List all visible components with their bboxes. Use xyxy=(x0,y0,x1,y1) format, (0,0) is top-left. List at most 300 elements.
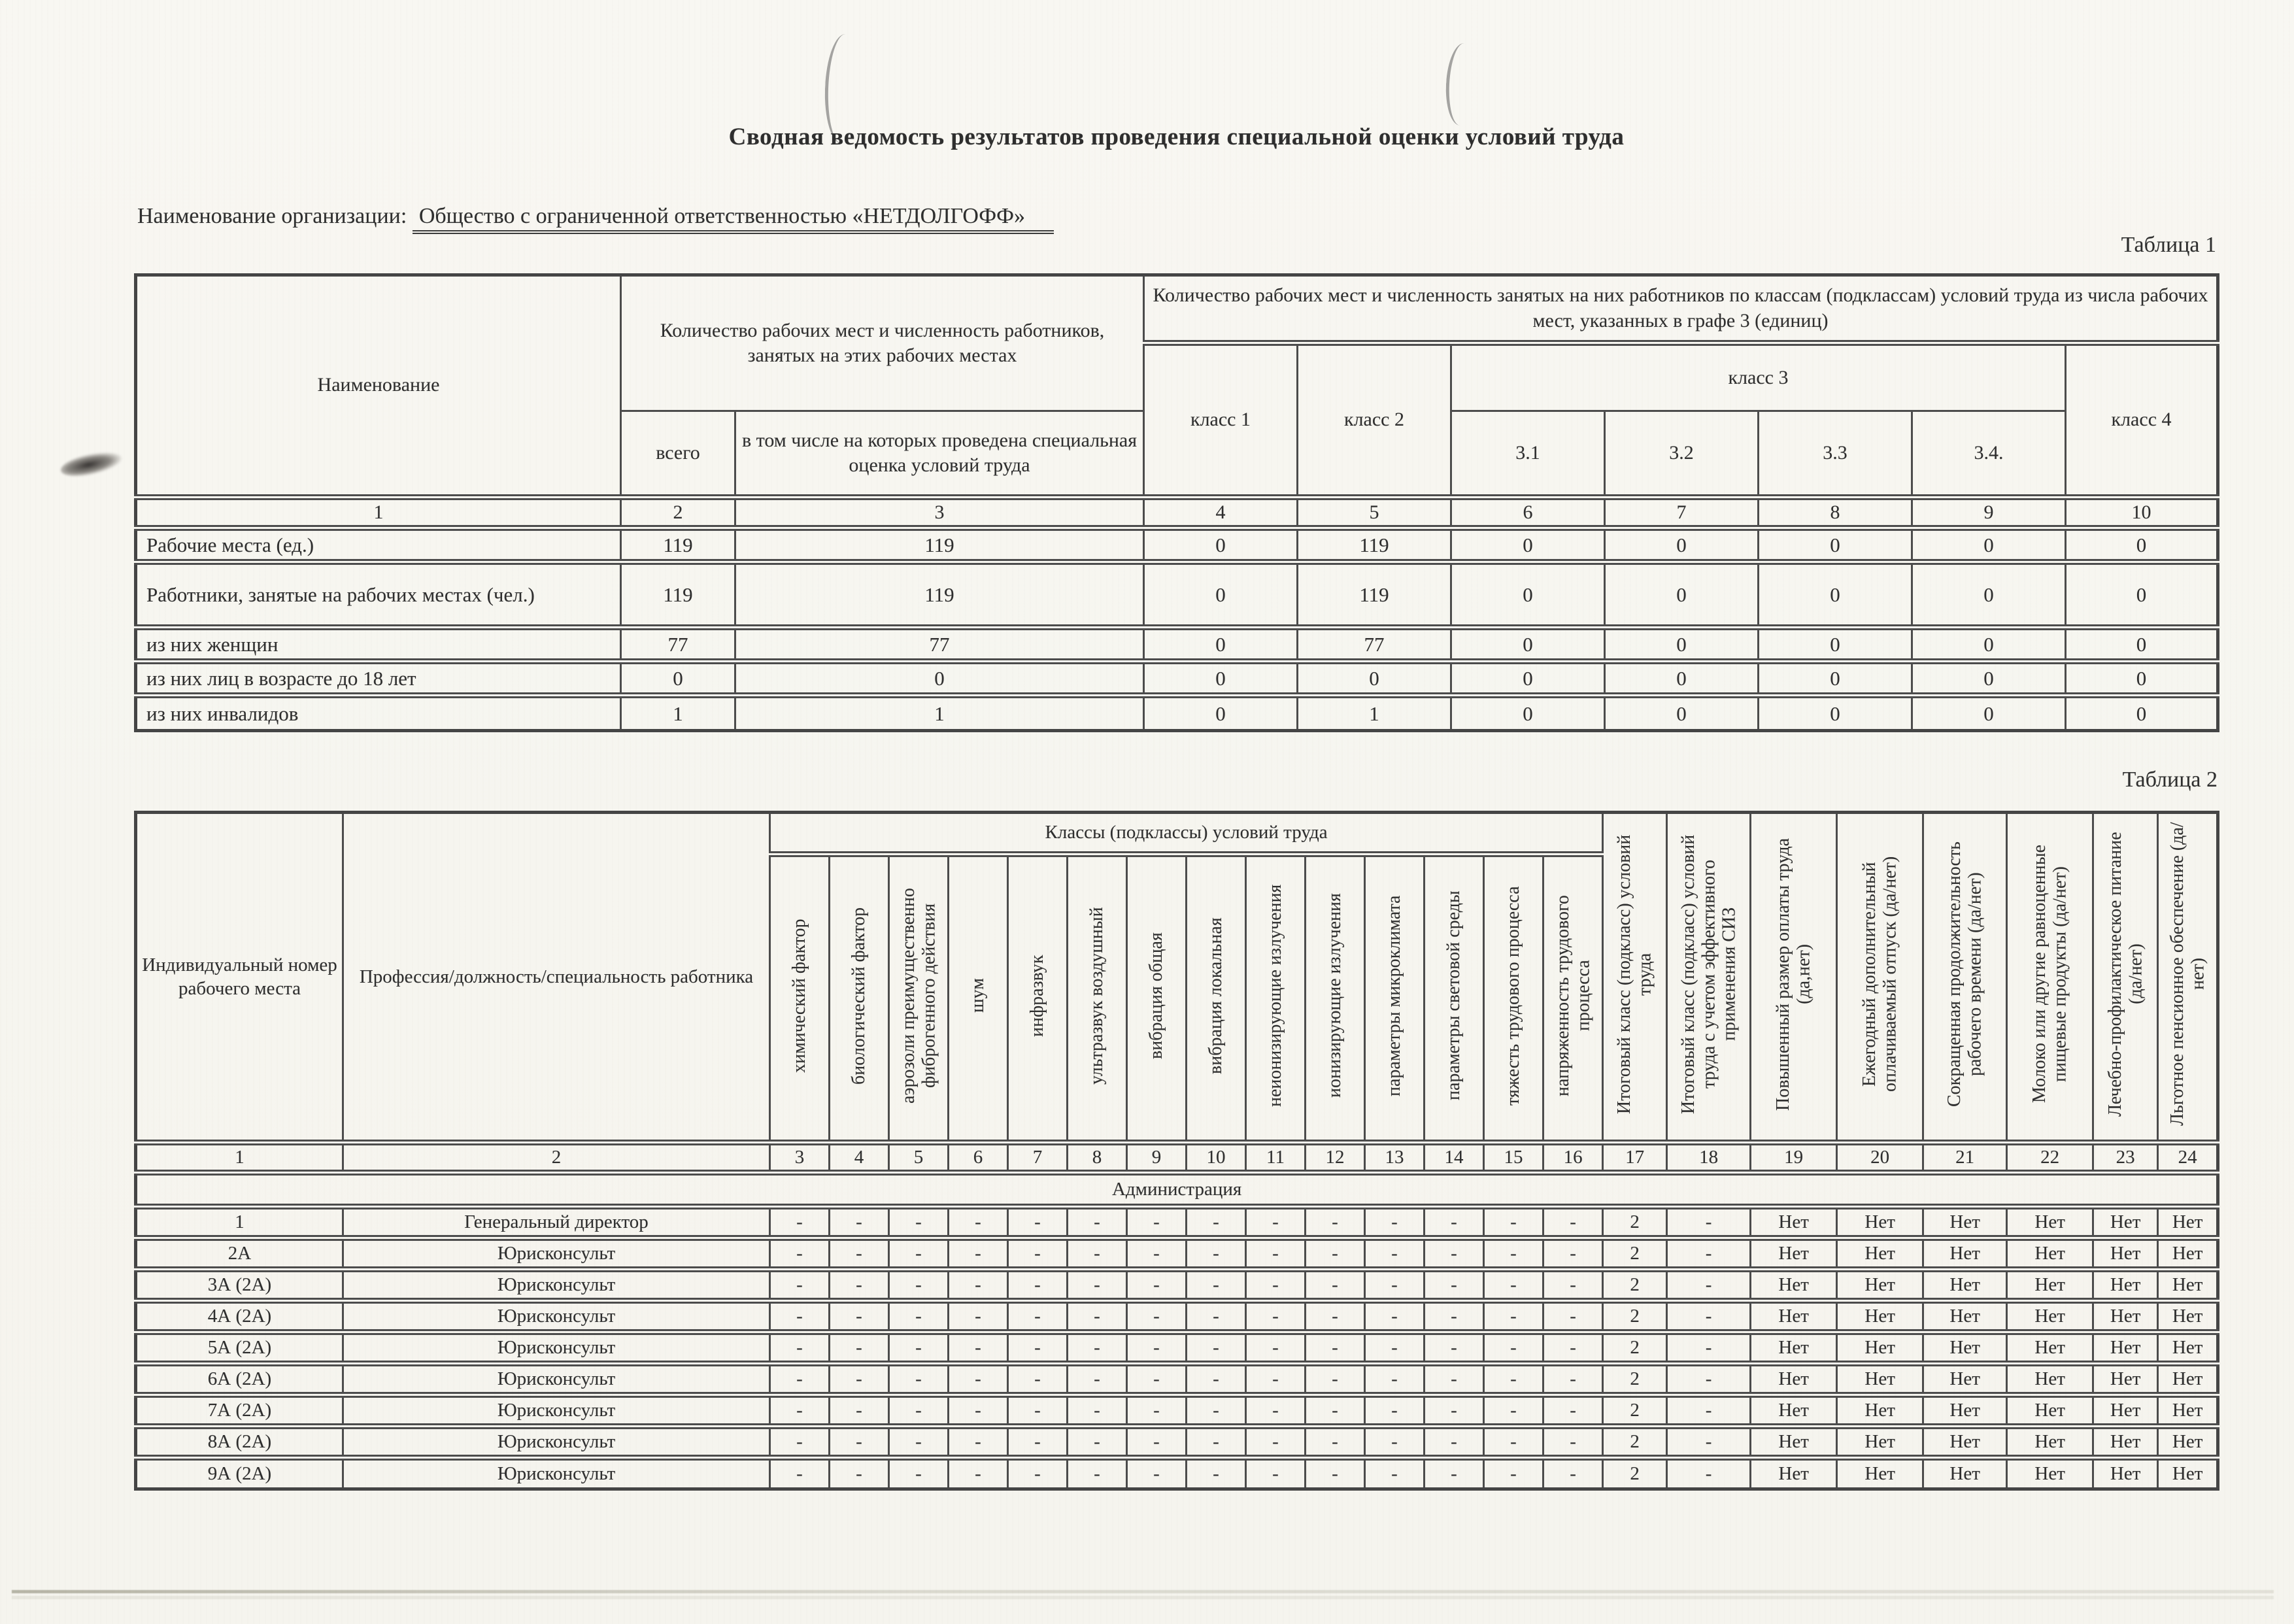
factor-cell: - xyxy=(1365,1395,1425,1427)
factor-cell: - xyxy=(1425,1395,1484,1427)
value-cell: 119 xyxy=(621,528,735,562)
table-row xyxy=(136,1427,2218,1458)
t1-name-header: Наименование xyxy=(136,275,621,498)
benefit-cell: Нет xyxy=(2007,1332,2093,1364)
value-cell: 0 xyxy=(1451,562,1605,628)
value-cell: 0 xyxy=(1451,628,1605,662)
result-column-header: Молоко или другие равноценные пищевые продукты (да/нет) xyxy=(2007,813,2093,1143)
workplace-number-cell: 2А xyxy=(136,1238,343,1270)
value-cell: 0 xyxy=(1144,562,1298,628)
final-class-siz-cell: - xyxy=(1667,1395,1751,1427)
value-cell: 0 xyxy=(1759,562,1912,628)
benefit-cell: Нет xyxy=(2158,1364,2218,1395)
factor-cell: - xyxy=(1246,1270,1306,1301)
value-cell: 119 xyxy=(1298,528,1451,562)
factor-cell: - xyxy=(1008,1395,1068,1427)
table-row xyxy=(136,1301,2218,1332)
factor-cell: - xyxy=(949,1458,1008,1489)
factor-cell: - xyxy=(1187,1207,1246,1238)
workplace-number-cell: 3А (2А) xyxy=(136,1270,343,1301)
factor-cell: - xyxy=(1187,1458,1246,1489)
factor-cell: - xyxy=(889,1458,949,1489)
t1-class2-header: класс 2 xyxy=(1298,343,1451,498)
value-cell: 0 xyxy=(1144,528,1298,562)
factor-cell: - xyxy=(1068,1427,1127,1458)
value-cell: 0 xyxy=(621,662,735,696)
factor-cell: - xyxy=(1543,1301,1603,1332)
table-row xyxy=(136,1395,2218,1427)
factor-cell: - xyxy=(1008,1270,1068,1301)
final-class-siz-cell: - xyxy=(1667,1270,1751,1301)
column-number: 1 xyxy=(136,498,621,528)
column-number: 16 xyxy=(1543,1143,1603,1173)
factor-cell: - xyxy=(1008,1458,1068,1489)
factor-cell: - xyxy=(1425,1301,1484,1332)
benefit-cell: Нет xyxy=(2093,1207,2158,1238)
benefit-cell: Нет xyxy=(1923,1395,2007,1427)
factor-cell: - xyxy=(949,1238,1008,1270)
factor-cell: - xyxy=(949,1364,1008,1395)
benefit-cell: Нет xyxy=(2093,1427,2158,1458)
value-cell: 77 xyxy=(735,628,1144,662)
benefit-cell: Нет xyxy=(2158,1458,2218,1489)
factor-cell: - xyxy=(1246,1395,1306,1427)
t2-profession-header: Профессия/должность/специальность работника xyxy=(343,813,770,1143)
value-cell: 0 xyxy=(1605,528,1759,562)
benefit-cell: Нет xyxy=(2007,1458,2093,1489)
column-number: 14 xyxy=(1425,1143,1484,1173)
t1-workplaces-group-header: Количество рабочих мест и численность работников, занятых на этих рабочих местах xyxy=(621,275,1144,411)
factor-cell: - xyxy=(1008,1301,1068,1332)
factor-column-header: тяжесть трудового процесса xyxy=(1484,854,1543,1143)
benefit-cell: Нет xyxy=(1923,1458,2007,1489)
value-cell: 0 xyxy=(1912,562,2066,628)
factor-cell: - xyxy=(1306,1301,1365,1332)
column-number: 6 xyxy=(1451,498,1605,528)
profession-cell: Юрисконсульт xyxy=(343,1364,770,1395)
benefit-cell: Нет xyxy=(1923,1238,2007,1270)
factor-cell: - xyxy=(1425,1207,1484,1238)
factor-column-header: параметры световой среды xyxy=(1425,854,1484,1143)
table-row xyxy=(136,528,2218,562)
final-class-siz-cell: - xyxy=(1667,1301,1751,1332)
benefit-cell: Нет xyxy=(1923,1427,2007,1458)
benefit-cell: Нет xyxy=(1751,1458,1837,1489)
factor-cell: - xyxy=(1068,1332,1127,1364)
workplace-number-cell: 5А (2А) xyxy=(136,1332,343,1364)
final-class-siz-cell: - xyxy=(1667,1332,1751,1364)
factor-cell: - xyxy=(1306,1238,1365,1270)
factor-cell: - xyxy=(770,1301,830,1332)
benefit-cell: Нет xyxy=(1837,1238,1923,1270)
factor-cell: - xyxy=(1365,1301,1425,1332)
column-number: 23 xyxy=(2093,1143,2158,1173)
value-cell: 0 xyxy=(1759,696,1912,731)
factor-cell: - xyxy=(830,1395,889,1427)
value-cell: 0 xyxy=(1451,528,1605,562)
table-row xyxy=(136,1332,2218,1364)
factor-cell: - xyxy=(1306,1364,1365,1395)
factor-cell: - xyxy=(1543,1270,1603,1301)
value-cell: 0 xyxy=(1912,528,2066,562)
column-number: 11 xyxy=(1246,1143,1306,1173)
factor-cell: - xyxy=(1425,1458,1484,1489)
factor-cell: - xyxy=(1425,1332,1484,1364)
column-number: 21 xyxy=(1923,1143,2007,1173)
column-number: 7 xyxy=(1605,498,1759,528)
benefit-cell: Нет xyxy=(2158,1427,2218,1458)
factor-cell: - xyxy=(1068,1238,1127,1270)
column-number: 1 xyxy=(136,1143,343,1173)
factor-column-header: шум xyxy=(949,854,1008,1143)
value-cell: 0 xyxy=(1912,662,2066,696)
factor-cell: - xyxy=(830,1332,889,1364)
benefit-cell: Нет xyxy=(1923,1301,2007,1332)
factor-cell: - xyxy=(949,1395,1008,1427)
workplace-number-cell: 6А (2А) xyxy=(136,1364,343,1395)
column-number: 10 xyxy=(2066,498,2218,528)
factor-cell: - xyxy=(889,1270,949,1301)
factor-column-header: аэрозоли преимущественно фиброгенного действия xyxy=(889,854,949,1143)
factor-column-header: напряженность трудового процесса xyxy=(1543,854,1603,1143)
factor-cell: - xyxy=(1068,1395,1127,1427)
value-cell: 0 xyxy=(1144,628,1298,662)
value-cell: 77 xyxy=(1298,628,1451,662)
benefit-cell: Нет xyxy=(2007,1395,2093,1427)
value-cell: 1 xyxy=(621,696,735,731)
factor-cell: - xyxy=(1306,1207,1365,1238)
factor-column-header: вибрация локальная xyxy=(1187,854,1246,1143)
t2-workplace-number-header: Индивидуальный номер рабочего места xyxy=(136,813,343,1143)
factor-cell: - xyxy=(830,1458,889,1489)
t1-class3-header: класс 3 xyxy=(1451,343,2066,411)
benefit-cell: Нет xyxy=(1751,1301,1837,1332)
workplace-number-cell: 7А (2А) xyxy=(136,1395,343,1427)
factor-cell: - xyxy=(1484,1427,1543,1458)
factor-cell: - xyxy=(1425,1427,1484,1458)
factor-cell: - xyxy=(1187,1270,1246,1301)
benefit-cell: Нет xyxy=(1923,1207,2007,1238)
factor-cell: - xyxy=(1127,1332,1187,1364)
t1-class1-header: класс 1 xyxy=(1144,343,1298,498)
section-header: Администрация xyxy=(136,1173,2218,1207)
value-cell: 1 xyxy=(735,696,1144,731)
column-number: 4 xyxy=(1144,498,1298,528)
factor-cell: - xyxy=(1484,1270,1543,1301)
benefit-cell: Нет xyxy=(2007,1238,2093,1270)
factor-cell: - xyxy=(1306,1427,1365,1458)
benefit-cell: Нет xyxy=(1837,1207,1923,1238)
benefit-cell: Нет xyxy=(1837,1364,1923,1395)
organization-line xyxy=(137,204,1054,229)
factor-cell: - xyxy=(1187,1238,1246,1270)
table-row xyxy=(136,628,2218,662)
factor-column-header: ультразвук воздушный xyxy=(1068,854,1127,1143)
document-title: Сводная ведомость результатов проведения специальной оценки условий труда xyxy=(728,124,1625,150)
factor-cell: - xyxy=(1068,1270,1127,1301)
table-row xyxy=(136,1207,2218,1238)
factor-cell: - xyxy=(889,1207,949,1238)
factor-cell: - xyxy=(1484,1332,1543,1364)
t1-including-header: в том числе на которых проведена специальная оценка условий труда xyxy=(735,411,1144,498)
factor-cell: - xyxy=(1484,1207,1543,1238)
benefit-cell: Нет xyxy=(1923,1332,2007,1364)
benefit-cell: Нет xyxy=(2093,1458,2158,1489)
factor-cell: - xyxy=(830,1364,889,1395)
t1-subclass-header: 3.4. xyxy=(1912,411,2066,498)
row-label-cell: из них инвалидов xyxy=(136,696,621,731)
factor-cell: - xyxy=(889,1395,949,1427)
column-number: 2 xyxy=(343,1143,770,1173)
benefit-cell: Нет xyxy=(2093,1332,2158,1364)
profession-cell: Юрисконсульт xyxy=(343,1427,770,1458)
factor-cell: - xyxy=(770,1458,830,1489)
value-cell: 0 xyxy=(1298,662,1451,696)
factor-cell: - xyxy=(1008,1332,1068,1364)
row-label-cell: Работники, занятые на рабочих местах (чел.) xyxy=(136,562,621,628)
column-number: 17 xyxy=(1603,1143,1667,1173)
column-number: 20 xyxy=(1837,1143,1923,1173)
factor-cell: - xyxy=(1484,1364,1543,1395)
factor-cell: - xyxy=(1068,1364,1127,1395)
table-row xyxy=(136,1270,2218,1301)
final-class-cell: 2 xyxy=(1603,1301,1667,1332)
factor-cell: - xyxy=(770,1364,830,1395)
benefit-cell: Нет xyxy=(2093,1301,2158,1332)
factor-cell: - xyxy=(1127,1395,1187,1427)
factor-cell: - xyxy=(1008,1364,1068,1395)
factor-cell: - xyxy=(1127,1270,1187,1301)
factor-cell: - xyxy=(1127,1427,1187,1458)
factor-column-header: вибрация общая xyxy=(1127,854,1187,1143)
value-cell: 0 xyxy=(1759,628,1912,662)
factor-cell: - xyxy=(1484,1238,1543,1270)
factor-cell: - xyxy=(1246,1427,1306,1458)
benefit-cell: Нет xyxy=(1751,1364,1837,1395)
factor-cell: - xyxy=(1246,1238,1306,1270)
table-row xyxy=(136,1458,2218,1489)
benefit-cell: Нет xyxy=(1751,1395,1837,1427)
benefit-cell: Нет xyxy=(1751,1270,1837,1301)
t1-classes-group-header: Количество рабочих мест и численность занятых на них работников по классам (подклассам) условий труда из числа рабочих мест, указанных в графе 3 (единиц) xyxy=(1144,275,2218,343)
factor-cell: - xyxy=(1543,1427,1603,1458)
column-number: 24 xyxy=(2158,1143,2218,1173)
factor-cell: - xyxy=(770,1332,830,1364)
factor-cell: - xyxy=(770,1270,830,1301)
benefit-cell: Нет xyxy=(2007,1427,2093,1458)
factor-cell: - xyxy=(889,1364,949,1395)
column-number: 15 xyxy=(1484,1143,1543,1173)
factor-cell: - xyxy=(1068,1207,1127,1238)
factor-cell: - xyxy=(1306,1332,1365,1364)
column-number: 5 xyxy=(889,1143,949,1173)
row-label-cell: Рабочие места (ед.) xyxy=(136,528,621,562)
factor-cell: - xyxy=(1187,1395,1246,1427)
profession-cell: Юрисконсульт xyxy=(343,1238,770,1270)
value-cell: 1 xyxy=(1298,696,1451,731)
factor-cell: - xyxy=(1246,1458,1306,1489)
factor-cell: - xyxy=(1246,1301,1306,1332)
table1-summary xyxy=(134,273,2219,732)
benefit-cell: Нет xyxy=(1837,1427,1923,1458)
factor-cell: - xyxy=(1425,1270,1484,1301)
value-cell: 77 xyxy=(621,628,735,662)
t1-class4-header: класс 4 xyxy=(2066,343,2218,498)
column-number: 7 xyxy=(1008,1143,1068,1173)
value-cell: 119 xyxy=(735,562,1144,628)
final-class-cell: 2 xyxy=(1603,1332,1667,1364)
factor-cell: - xyxy=(1068,1301,1127,1332)
column-number: 9 xyxy=(1912,498,2066,528)
result-column-header: Ежегодный дополнительный оплачиваемый отпуск (да/нет) xyxy=(1837,813,1923,1143)
factor-cell: - xyxy=(1543,1395,1603,1427)
factor-cell: - xyxy=(770,1238,830,1270)
factor-cell: - xyxy=(770,1427,830,1458)
column-number: 8 xyxy=(1759,498,1912,528)
factor-cell: - xyxy=(1187,1301,1246,1332)
benefit-cell: Нет xyxy=(1751,1332,1837,1364)
final-class-cell: 2 xyxy=(1603,1207,1667,1238)
factor-cell: - xyxy=(830,1427,889,1458)
column-number: 12 xyxy=(1306,1143,1365,1173)
value-cell: 0 xyxy=(1912,628,2066,662)
final-class-cell: 2 xyxy=(1603,1427,1667,1458)
final-class-siz-cell: - xyxy=(1667,1427,1751,1458)
benefit-cell: Нет xyxy=(2158,1301,2218,1332)
factor-cell: - xyxy=(1306,1395,1365,1427)
column-number: 3 xyxy=(770,1143,830,1173)
factor-cell: - xyxy=(949,1427,1008,1458)
factor-cell: - xyxy=(1187,1427,1246,1458)
value-cell: 0 xyxy=(1605,562,1759,628)
factor-cell: - xyxy=(1187,1332,1246,1364)
t1-subclass-header: 3.3 xyxy=(1759,411,1912,498)
profession-cell: Юрисконсульт xyxy=(343,1301,770,1332)
organization-label: Наименование организации: xyxy=(137,204,407,228)
factor-cell: - xyxy=(949,1207,1008,1238)
factor-cell: - xyxy=(830,1270,889,1301)
organization-name: Общество с ограниченной ответственностью «НЕТДОЛГОФФ» xyxy=(413,204,1054,234)
column-number: 19 xyxy=(1751,1143,1837,1173)
factor-cell: - xyxy=(1306,1270,1365,1301)
factor-cell: - xyxy=(1365,1332,1425,1364)
value-cell: 0 xyxy=(1759,662,1912,696)
final-class-siz-cell: - xyxy=(1667,1238,1751,1270)
result-column-header: Итоговый класс (подкласс) условий труда xyxy=(1603,813,1667,1143)
factor-cell: - xyxy=(889,1427,949,1458)
benefit-cell: Нет xyxy=(1751,1238,1837,1270)
factor-cell: - xyxy=(1127,1238,1187,1270)
factor-cell: - xyxy=(1484,1458,1543,1489)
value-cell: 0 xyxy=(2066,628,2218,662)
column-number: 18 xyxy=(1667,1143,1751,1173)
benefit-cell: Нет xyxy=(2158,1332,2218,1364)
table-row xyxy=(136,562,2218,628)
factor-cell: - xyxy=(1068,1458,1127,1489)
factor-cell: - xyxy=(1008,1207,1068,1238)
factor-cell: - xyxy=(1365,1238,1425,1270)
factor-cell: - xyxy=(1425,1238,1484,1270)
factor-cell: - xyxy=(1365,1427,1425,1458)
final-class-cell: 2 xyxy=(1603,1270,1667,1301)
factor-cell: - xyxy=(830,1238,889,1270)
benefit-cell: Нет xyxy=(2158,1395,2218,1427)
factor-cell: - xyxy=(1365,1364,1425,1395)
final-class-siz-cell: - xyxy=(1667,1364,1751,1395)
factor-column-header: биологический фактор xyxy=(830,854,889,1143)
result-column-header: Повышенный размер оплаты труда (да,нет) xyxy=(1751,813,1837,1143)
factor-cell: - xyxy=(889,1332,949,1364)
benefit-cell: Нет xyxy=(1923,1270,2007,1301)
profession-cell: Юрисконсульт xyxy=(343,1395,770,1427)
benefit-cell: Нет xyxy=(1837,1270,1923,1301)
factor-cell: - xyxy=(1543,1238,1603,1270)
value-cell: 0 xyxy=(1605,628,1759,662)
benefit-cell: Нет xyxy=(2007,1270,2093,1301)
benefit-cell: Нет xyxy=(1751,1427,1837,1458)
benefit-cell: Нет xyxy=(2158,1207,2218,1238)
profession-cell: Юрисконсульт xyxy=(343,1270,770,1301)
profession-cell: Юрисконсульт xyxy=(343,1332,770,1364)
benefit-cell: Нет xyxy=(2158,1270,2218,1301)
benefit-cell: Нет xyxy=(2158,1238,2218,1270)
value-cell: 119 xyxy=(1298,562,1451,628)
final-class-siz-cell: - xyxy=(1667,1458,1751,1489)
value-cell: 0 xyxy=(1144,662,1298,696)
value-cell: 0 xyxy=(1605,662,1759,696)
result-column-header: Сокращенная продолжительность рабочего времени (да/нет) xyxy=(1923,813,2007,1143)
result-column-header: Итоговый класс (подкласс) условий труда с учетом эффективного применения СИЗ xyxy=(1667,813,1751,1143)
factor-cell: - xyxy=(889,1238,949,1270)
benefit-cell: Нет xyxy=(1923,1364,2007,1395)
ink-smudge xyxy=(59,447,125,481)
column-number: 5 xyxy=(1298,498,1451,528)
factor-cell: - xyxy=(1543,1207,1603,1238)
row-label-cell: из них лиц в возрасте до 18 лет xyxy=(136,662,621,696)
row-label-cell: из них женщин xyxy=(136,628,621,662)
factor-cell: - xyxy=(1187,1364,1246,1395)
value-cell: 0 xyxy=(2066,562,2218,628)
factor-cell: - xyxy=(1543,1364,1603,1395)
scan-edge-streak xyxy=(12,1590,2274,1593)
factor-column-header: химический фактор xyxy=(770,854,830,1143)
factor-cell: - xyxy=(770,1395,830,1427)
benefit-cell: Нет xyxy=(2093,1364,2158,1395)
value-cell: 0 xyxy=(735,662,1144,696)
factor-column-header: неионизирующие излучения xyxy=(1246,854,1306,1143)
factor-cell: - xyxy=(1365,1270,1425,1301)
value-cell: 0 xyxy=(1144,696,1298,731)
table-row xyxy=(136,1238,2218,1270)
workplace-number-cell: 1 xyxy=(136,1207,343,1238)
factor-cell: - xyxy=(1246,1332,1306,1364)
benefit-cell: Нет xyxy=(2093,1238,2158,1270)
column-number: 6 xyxy=(949,1143,1008,1173)
final-class-cell: 2 xyxy=(1603,1238,1667,1270)
benefit-cell: Нет xyxy=(1837,1301,1923,1332)
factor-cell: - xyxy=(1484,1395,1543,1427)
column-number: 9 xyxy=(1127,1143,1187,1173)
workplace-number-cell: 9А (2А) xyxy=(136,1458,343,1489)
value-cell: 0 xyxy=(2066,696,2218,731)
value-cell: 0 xyxy=(1912,696,2066,731)
table1-caption: Таблица 1 xyxy=(2121,233,2216,257)
factor-cell: - xyxy=(1543,1458,1603,1489)
value-cell: 0 xyxy=(1451,662,1605,696)
factor-cell: - xyxy=(770,1207,830,1238)
factor-cell: - xyxy=(949,1270,1008,1301)
table2-workplaces xyxy=(134,811,2219,1491)
